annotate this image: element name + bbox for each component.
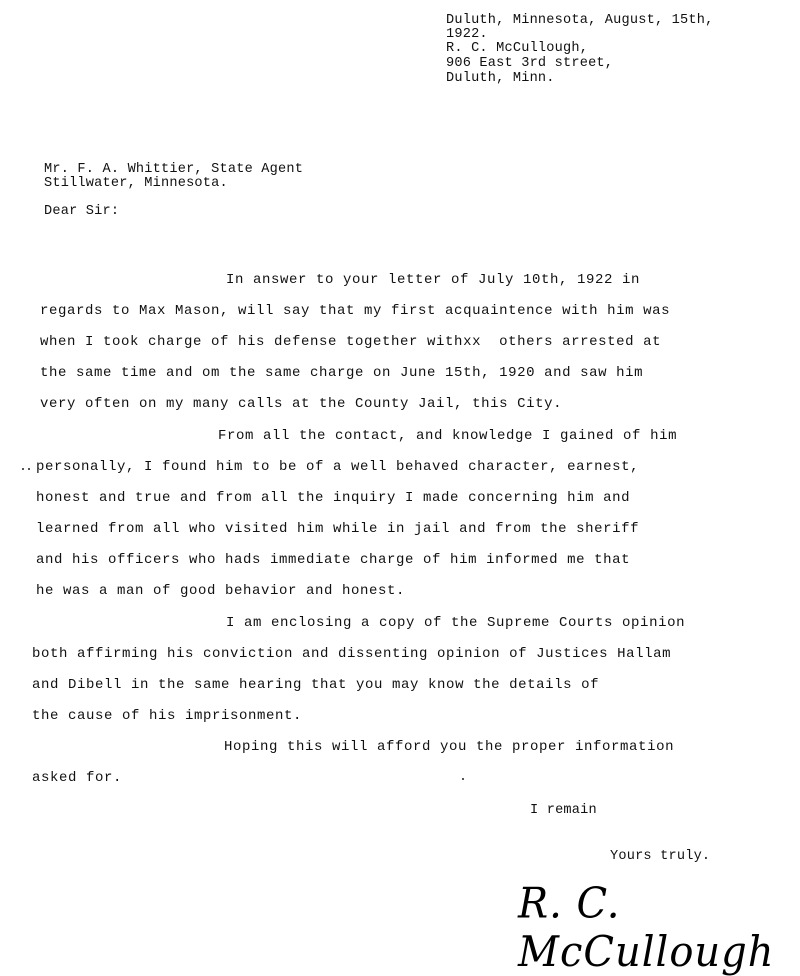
text-line: regards to Max Mason, will say that my first acquaintence with him was (40, 303, 671, 319)
sender-name: R. C. McCullough, (446, 41, 589, 56)
sender-street: 906 East 3rd street, (446, 56, 614, 71)
scan-speck (22, 468, 24, 470)
text-line: when I took charge of his defense together withxx others arrested at (40, 334, 662, 350)
closing-yours-truly: Yours truly. (610, 849, 711, 864)
text-line: I am enclosing a copy of the Supreme Courts opinion (226, 615, 686, 631)
text-line: he was a man of good behavior and honest. (36, 583, 406, 599)
text-line: From all the contact, and knowledge I gained of him (218, 428, 678, 444)
text-line: the cause of his imprisonment. (32, 708, 303, 724)
recipient-name: Mr. F. A. Whittier, State Agent (44, 162, 304, 177)
closing-remain: I remain (530, 803, 597, 818)
text-line: In answer to your letter of July 10th, 1922 in (226, 272, 641, 288)
text-line: honest and true and from all the inquiry I made concerning him and (36, 490, 631, 506)
scan-speck (462, 778, 464, 780)
text-line: very often on my many calls at the County Jail, this City. (40, 396, 563, 412)
recipient-city: Stillwater, Minnesota. (44, 176, 228, 191)
text-line: the same time and om the same charge on June 15th, 1920 and saw him (40, 365, 644, 381)
letterhead-year: 1922. (446, 27, 488, 42)
salutation: Dear Sir: (44, 204, 120, 219)
text-line: learned from all who visited him while in jail and from the sheriff (36, 521, 640, 537)
text-line: personally, I found him to be of a well behaved character, earnest, (36, 459, 640, 475)
handwritten-signature: R. C. McCullough (518, 879, 775, 976)
letterhead-date: Duluth, Minnesota, August, 15th, (446, 13, 714, 28)
scan-speck (28, 468, 30, 470)
sender-city: Duluth, Minn. (446, 71, 555, 86)
text-line: Hoping this will afford you the proper information (224, 739, 675, 755)
text-line: asked for. (32, 770, 123, 786)
text-line: both affirming his conviction and dissenting opinion of Justices Hallam (32, 646, 672, 662)
text-line: and his officers who hads immediate charge of him informed me that (36, 552, 631, 568)
text-line: and Dibell in the same hearing that you may know the details of (32, 677, 600, 693)
